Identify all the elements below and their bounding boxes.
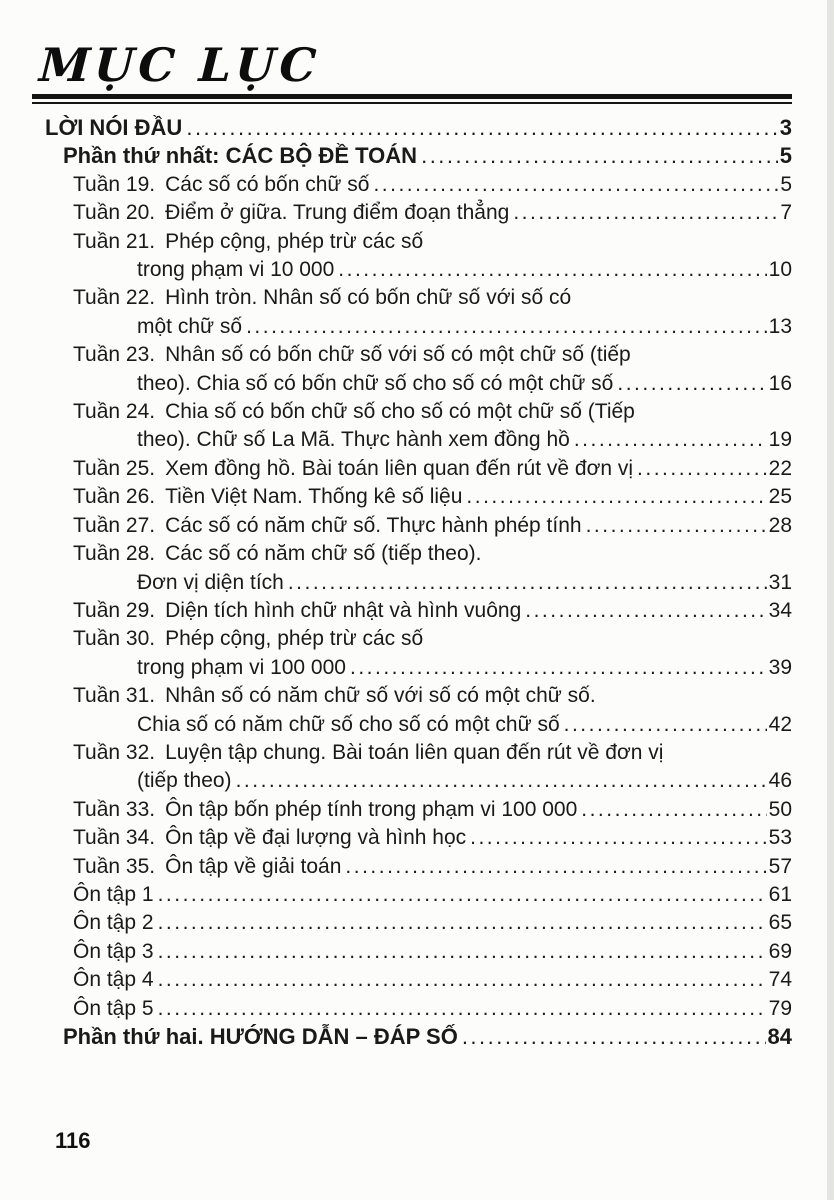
toc-entry-text: Xem đồng hồ. Bài toán liên quan đến rút về đơn vị	[165, 456, 634, 480]
toc-line	[137, 711, 792, 739]
toc-line	[137, 767, 792, 795]
toc-line	[137, 370, 792, 398]
toc-entry-text: Phép cộng, phép trừ các số	[165, 627, 424, 651]
folio-page-number: 116	[55, 1128, 91, 1153]
toc-line	[137, 256, 792, 284]
toc-entry-text: Ôn tập 5	[73, 996, 154, 1020]
toc-page-number: 74	[768, 968, 792, 992]
toc-entry	[73, 398, 792, 455]
toc-entry-prefix: Tuần 20.	[73, 201, 156, 225]
toc-line	[73, 483, 792, 511]
toc-entry-prefix: Tuần 32.	[73, 740, 156, 764]
toc-line	[73, 739, 792, 767]
toc-line	[73, 881, 792, 909]
toc-line	[73, 938, 792, 966]
toc-entry	[73, 199, 792, 227]
dot-leader	[564, 711, 767, 739]
dot-leader	[513, 199, 778, 227]
toc-entry-prefix: Tuần 21.	[73, 229, 156, 253]
toc-entry-prefix: Tuần 28.	[73, 542, 156, 566]
toc-entry-text: trong phạm vi 100 000	[137, 655, 346, 679]
toc-page-number: 16	[768, 371, 792, 395]
toc-entry-text: LỜI NÓI ĐẦU	[45, 115, 183, 140]
dot-leader	[158, 966, 767, 994]
dot-leader	[373, 171, 778, 199]
toc-entry	[73, 512, 792, 540]
dot-leader	[470, 824, 767, 852]
dot-leader	[525, 597, 766, 625]
toc-line	[137, 313, 792, 341]
toc-line	[73, 171, 792, 199]
toc-line	[73, 398, 792, 426]
toc-entry-text: Ôn tập bốn phép tính trong phạm vi 100 000	[165, 797, 578, 821]
toc-line	[73, 909, 792, 937]
page-title: MỤC LỤC	[37, 38, 322, 92]
toc-line	[73, 540, 792, 568]
dot-leader	[350, 654, 767, 682]
toc-page-number: 13	[768, 314, 792, 338]
dot-leader	[637, 455, 767, 483]
toc-entry-prefix: Tuần 25.	[73, 456, 156, 480]
toc-entry-text: Đơn vị diện tích	[137, 570, 284, 594]
title-divider-rule	[32, 94, 792, 104]
toc-page-number: 42	[768, 712, 792, 736]
toc-line	[137, 569, 792, 597]
toc-line	[73, 455, 792, 483]
toc-entry	[73, 540, 792, 597]
dot-leader	[246, 313, 767, 341]
toc-line	[45, 114, 792, 142]
toc-line	[73, 995, 792, 1023]
toc-page-number: 61	[768, 882, 792, 906]
toc-line	[137, 654, 792, 682]
toc-line	[73, 512, 792, 540]
toc-page-number: 50	[768, 797, 792, 821]
toc-line	[73, 597, 792, 625]
toc-entry-prefix: Tuần 24.	[73, 400, 156, 424]
toc-entry-text: một chữ số	[137, 314, 243, 338]
toc-page-number: 84	[767, 1024, 792, 1049]
dot-leader	[574, 426, 767, 454]
toc-entry	[45, 114, 792, 142]
toc-line	[73, 853, 792, 881]
toc-entry-prefix: Tuần 31.	[73, 684, 156, 708]
toc-entry	[63, 1023, 792, 1051]
dot-leader	[186, 114, 777, 142]
toc-entry-text: Nhân số có bốn chữ số với số có một chữ số (tiếp	[165, 343, 631, 367]
toc-entry-text: Các số có năm chữ số (tiếp theo).	[165, 542, 482, 566]
toc-entry-prefix: Tuần 35.	[73, 854, 156, 878]
dot-leader	[617, 370, 766, 398]
toc-entry-prefix: Tuần 23.	[73, 343, 156, 367]
toc-entry	[73, 739, 792, 796]
toc-entry-text: Ôn tập 2	[73, 911, 154, 935]
toc-entry-text: trong phạm vi 10 000	[137, 258, 335, 282]
toc-page-number: 65	[768, 911, 792, 935]
toc-entry	[73, 881, 792, 909]
toc-entry	[73, 455, 792, 483]
toc-entry-prefix: Tuần 34.	[73, 826, 156, 850]
toc-page-number: 5	[780, 172, 792, 196]
dot-leader	[345, 853, 766, 881]
toc-page-number: 3	[779, 115, 792, 140]
toc-entry	[73, 341, 792, 398]
toc-entry-text: Phần thứ hai. HƯỚNG DẪN – ĐÁP SỐ	[63, 1024, 458, 1049]
toc-entry-text: Ôn tập về đại lượng và hình học	[165, 826, 467, 850]
toc-entry	[73, 909, 792, 937]
dot-leader	[158, 938, 767, 966]
dot-leader	[236, 767, 767, 795]
toc-line	[73, 284, 792, 312]
toc-entry	[73, 938, 792, 966]
toc-entry-text: Các số có năm chữ số. Thực hành phép tính	[165, 513, 582, 537]
dot-leader	[462, 1023, 766, 1051]
toc-line	[73, 341, 792, 369]
toc-entry	[73, 625, 792, 682]
dot-leader	[421, 142, 778, 170]
toc-entry	[73, 284, 792, 341]
page-header	[32, 40, 792, 104]
toc-entry-text: Ôn tập 1	[73, 882, 154, 906]
toc-entry	[63, 142, 792, 170]
toc-line	[137, 426, 792, 454]
toc-entry-prefix: Tuần 22.	[73, 286, 156, 310]
toc-entry-text: Phép cộng, phép trừ các số	[165, 229, 424, 253]
toc-entry-prefix: Tuần 26.	[73, 485, 156, 509]
toc-entry-prefix: Tuần 29.	[73, 598, 156, 622]
dot-leader	[586, 512, 767, 540]
toc-entry	[73, 682, 792, 739]
toc-entry-text: Điểm ở giữa. Trung điểm đoạn thẳng	[165, 201, 510, 225]
toc-entry	[73, 228, 792, 285]
dot-leader	[288, 569, 767, 597]
toc-page-number: 5	[779, 143, 792, 169]
toc-entry-text: Tiền Việt Nam. Thống kê số liệu	[165, 485, 463, 509]
toc-entry	[73, 995, 792, 1023]
toc-page-number: 22	[768, 456, 792, 480]
toc-page-number: 19	[768, 428, 792, 452]
toc-line	[73, 966, 792, 994]
toc-line	[73, 199, 792, 227]
toc-page-number: 34	[768, 598, 792, 622]
dot-leader	[158, 995, 767, 1023]
scan-edge-shadow	[827, 0, 834, 1200]
toc-entry-prefix: Tuần 30.	[73, 627, 156, 651]
toc-page-number: 31	[768, 570, 792, 594]
dot-leader	[158, 909, 767, 937]
toc-entry-text: Diện tích hình chữ nhật và hình vuông	[165, 598, 522, 622]
toc-entry-prefix: Tuần 27.	[73, 513, 156, 537]
toc-page-number: 39	[768, 655, 792, 679]
toc-page-number: 28	[768, 513, 792, 537]
toc-entry-text: Luyện tập chung. Bài toán liên quan đến rút về đơn vị	[165, 740, 664, 764]
dot-leader	[466, 483, 766, 511]
toc-line	[73, 228, 792, 256]
toc-entry-text: Các số có bốn chữ số	[165, 172, 370, 196]
toc-entry-text: Ôn tập 3	[73, 939, 154, 963]
toc-entry-text: Ôn tập 4	[73, 968, 154, 992]
toc-entry-text: Chia số có bốn chữ số cho số có một chữ số (Tiếp	[165, 400, 635, 424]
toc-entry-text: Hình tròn. Nhân số có bốn chữ số với số có	[165, 286, 572, 310]
toc-entry	[73, 171, 792, 199]
toc-page-number: 53	[768, 826, 792, 850]
toc-entry-text: Phần thứ nhất: CÁC BỘ ĐỀ TOÁN	[63, 143, 418, 169]
toc-entry	[73, 824, 792, 852]
toc-entry-text: Chia số có năm chữ số cho số có một chữ số	[137, 712, 560, 736]
table-of-contents	[45, 114, 792, 1051]
toc-entry-text: Nhân số có năm chữ số với số có một chữ số.	[165, 684, 596, 708]
toc-page-number: 79	[768, 996, 792, 1020]
dot-leader	[338, 256, 766, 284]
toc-entry-text: theo). Chia số có bốn chữ số cho số có một chữ số	[137, 371, 614, 395]
toc-entry	[73, 966, 792, 994]
toc-page-number: 7	[780, 201, 792, 225]
toc-entry-text: theo). Chữ số La Mã. Thực hành xem đồng hồ	[137, 428, 570, 452]
toc-page-number: 10	[768, 258, 792, 282]
toc-entry-text: Ôn tập về giải toán	[165, 854, 342, 878]
toc-entry-prefix: Tuần 33.	[73, 797, 156, 821]
toc-entry	[73, 796, 792, 824]
toc-line	[73, 625, 792, 653]
toc-line	[73, 824, 792, 852]
toc-page-number: 57	[768, 854, 792, 878]
toc-page-number: 69	[768, 939, 792, 963]
toc-entry	[73, 597, 792, 625]
toc-line	[63, 142, 792, 170]
dot-leader	[581, 796, 766, 824]
toc-page-number: 46	[768, 769, 792, 793]
toc-entry	[73, 853, 792, 881]
toc-line	[73, 796, 792, 824]
toc-entry	[73, 483, 792, 511]
toc-entry-prefix: Tuần 19.	[73, 172, 156, 196]
toc-page-number: 25	[768, 485, 792, 509]
toc-line	[63, 1023, 792, 1051]
toc-line	[73, 682, 792, 710]
toc-entry-text: (tiếp theo)	[137, 769, 232, 793]
dot-leader	[158, 881, 767, 909]
